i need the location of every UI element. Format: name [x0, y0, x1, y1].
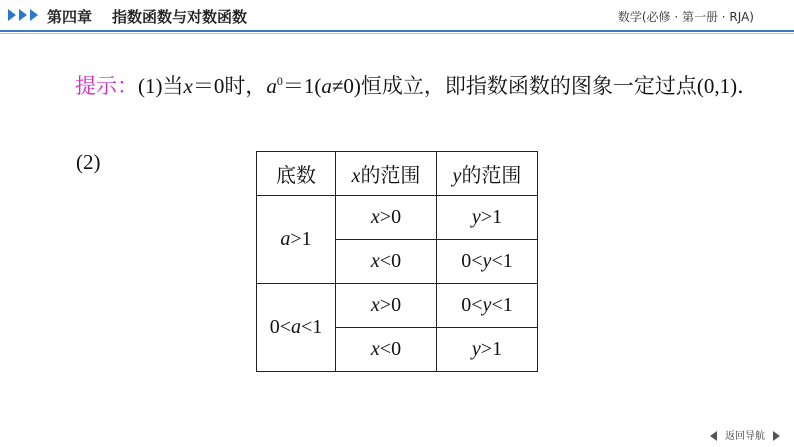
x-range-cell: x>0	[336, 284, 437, 328]
table-row	[257, 196, 538, 240]
x-range-cell: x<0	[336, 328, 437, 372]
p1-text: ＝0时，	[192, 74, 267, 98]
y-range-cell: y>1	[437, 328, 538, 372]
x-range-cell: x>0	[336, 196, 437, 240]
prev-arrow-icon[interactable]	[710, 431, 717, 441]
header-cell: 底数	[257, 152, 336, 196]
p1-text: ＝1(	[282, 74, 322, 98]
chevron-right-icon	[30, 9, 38, 21]
base-cell: 0<a<1	[257, 284, 336, 372]
section-title: 指数函数与对数函数	[112, 8, 248, 26]
y-range-cell: 0<y<1	[437, 240, 538, 284]
y-range-cell: y>1	[437, 196, 538, 240]
var-a: a	[266, 74, 277, 98]
p1-text: ≠0)恒成立，即指数函数的图象一定过点(0,1)．	[331, 74, 759, 98]
next-arrow-icon[interactable]	[773, 431, 780, 441]
header-cell: x的范围	[336, 152, 437, 196]
exponent: 0	[276, 74, 283, 88]
hint-paragraph	[30, 62, 775, 105]
header-cell: y的范围	[437, 152, 538, 196]
table-row	[257, 284, 538, 328]
page-header	[0, 0, 794, 30]
var-x: x	[183, 74, 193, 98]
table-header-row	[257, 152, 538, 196]
var-a: a	[321, 74, 332, 98]
x-range-cell: x<0	[336, 240, 437, 284]
part-2-label: (2)	[76, 150, 101, 174]
header-divider-secondary	[0, 33, 794, 34]
base-cell: a>1	[257, 196, 336, 284]
bottom-navigation	[710, 427, 780, 442]
p1-text: (1)当	[138, 74, 184, 98]
chevron-right-icon	[19, 9, 27, 21]
header-divider	[0, 30, 794, 32]
tip-label: 提示：	[75, 74, 138, 98]
chapter-title: 第四章	[47, 8, 93, 26]
chevron-right-icon	[8, 9, 16, 21]
book-title: 数学(必修 · 第一册 · RJA)	[617, 10, 754, 24]
back-to-nav-link[interactable]: 返回导航	[725, 431, 765, 442]
y-range-cell: 0<y<1	[437, 284, 538, 328]
range-table	[256, 151, 538, 372]
